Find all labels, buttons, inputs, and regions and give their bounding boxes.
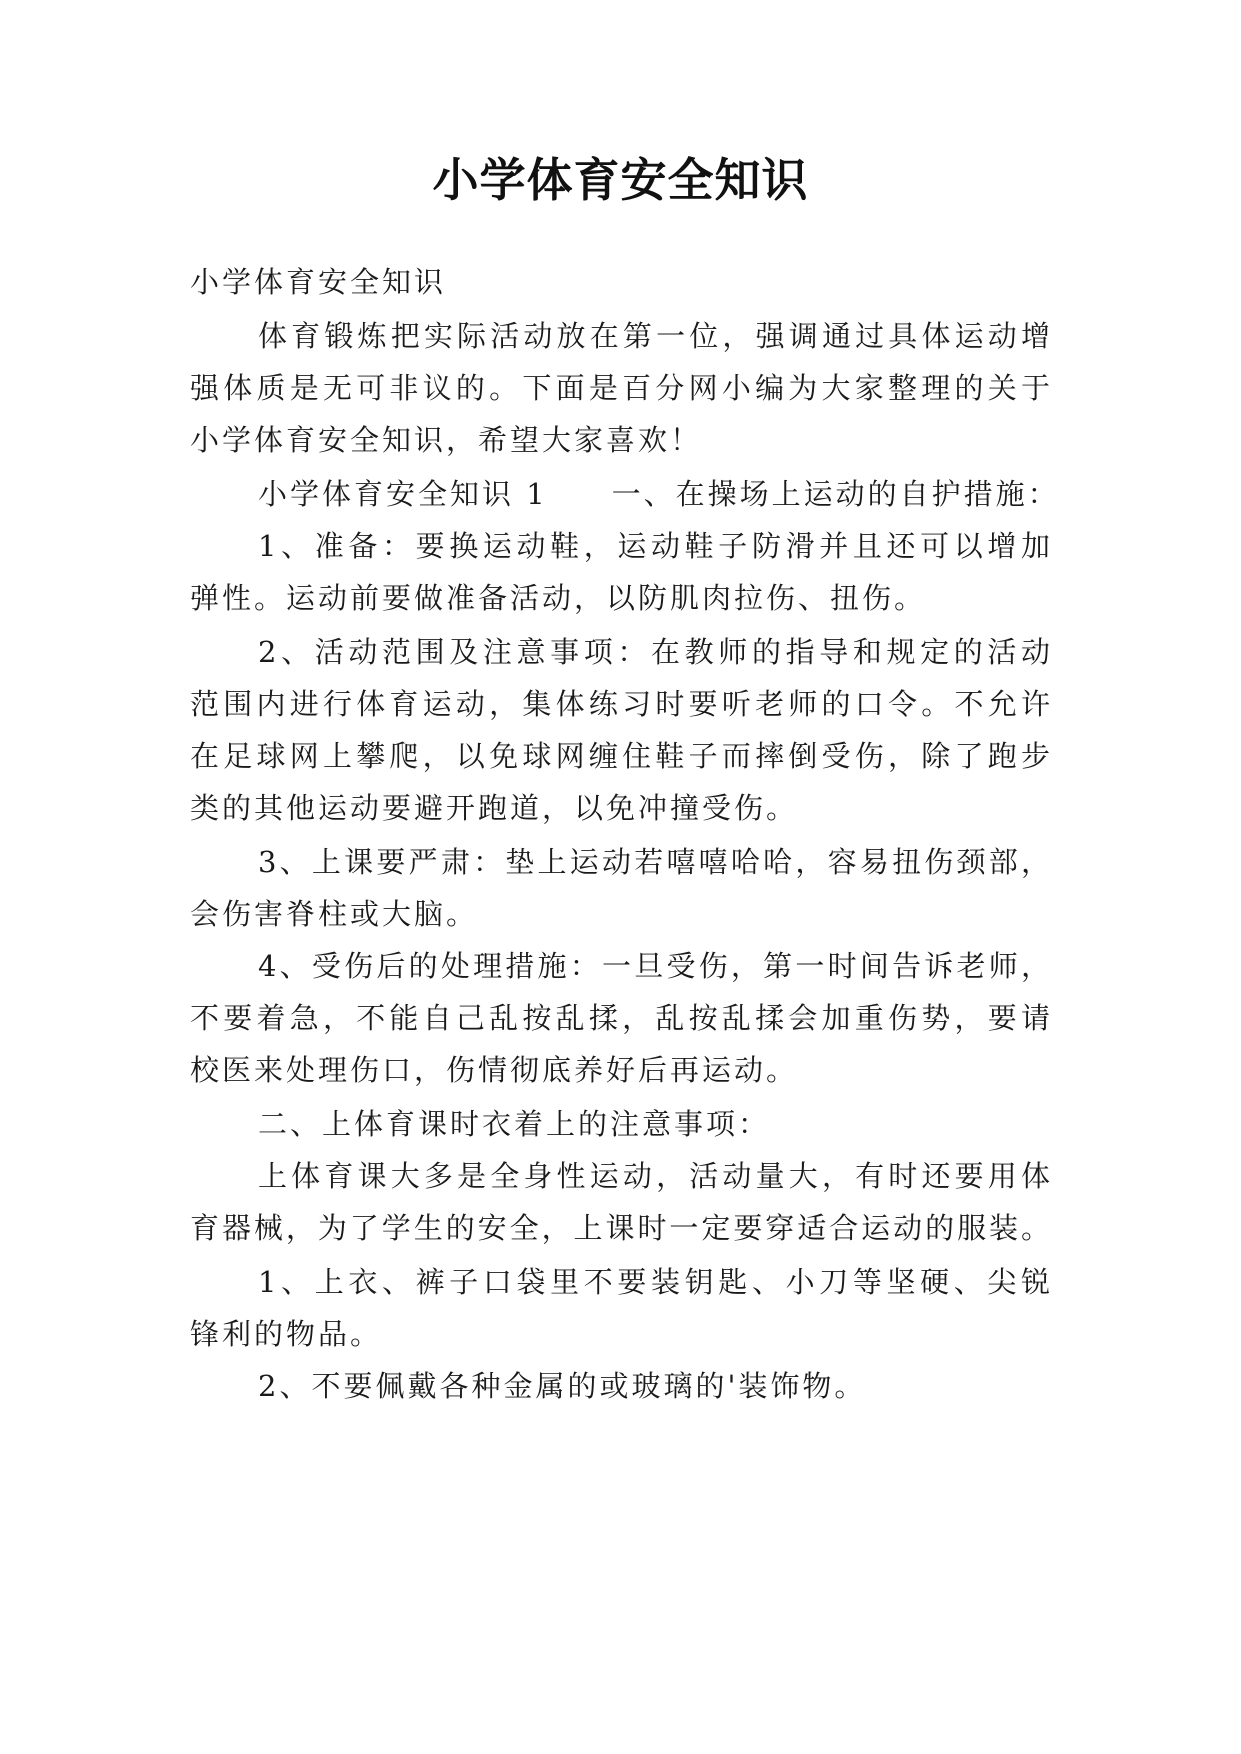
paragraph-line: 上体育课大多是全身性运动，活动量大，有时还要用体	[258, 1159, 1050, 1193]
paragraph-line: 小学体育安全知识，希望大家喜欢！	[190, 423, 703, 457]
paragraph-line: 4、受伤后的处理措施：一旦受伤，第一时间告诉老师，	[258, 949, 1050, 983]
paragraph-line: 2、不要佩戴各种金属的或玻璃的'装饰物。	[258, 1369, 867, 1403]
paragraph-line: 不要着急，不能自己乱按乱揉，乱按乱揉会加重伤势，要请	[190, 1001, 1050, 1035]
section-heading: 二、上体育课时衣着上的注意事项：	[258, 1107, 771, 1141]
paragraph-line: 在足球网上攀爬，以免球网缠住鞋子而摔倒受伤，除了跑步	[190, 739, 1050, 773]
paragraph-line: 弹性。运动前要做准备活动，以防肌肉拉伤、扭伤。	[190, 581, 927, 615]
paragraph-line: 强体质是无可非议的。下面是百分网小编为大家整理的关于	[190, 371, 1050, 405]
paragraph-line: 小学体育安全知识 1 一、在操场上运动的自护措施：	[258, 477, 1060, 511]
paragraph-line: 范围内进行体育运动，集体练习时要听老师的口令。不允许	[190, 687, 1050, 721]
document-title: 小学体育安全知识	[432, 153, 809, 207]
paragraph-line: 1、准备：要换运动鞋，运动鞋子防滑并且还可以增加	[258, 529, 1050, 563]
paragraph-line: 体育锻炼把实际活动放在第一位，强调通过具体运动增	[258, 319, 1050, 353]
paragraph-line: 会伤害脊柱或大脑。	[190, 897, 479, 931]
paragraph-line: 1、上衣、裤子口袋里不要装钥匙、小刀等坚硬、尖锐	[258, 1265, 1050, 1299]
paragraph-line: 校医来处理伤口，伤情彻底养好后再运动。	[190, 1053, 799, 1087]
document-subtitle: 小学体育安全知识	[190, 265, 447, 299]
paragraph-line: 3、上课要严肃：垫上运动若嘻嘻哈哈，容易扭伤颈部，	[258, 845, 1050, 879]
paragraph-line: 类的其他运动要避开跑道，以免冲撞受伤。	[190, 791, 799, 825]
paragraph-line: 育器械，为了学生的安全，上课时一定要穿适合运动的服装。	[190, 1211, 1050, 1245]
paragraph-line: 锋利的物品。	[190, 1317, 383, 1351]
paragraph-line: 2、活动范围及注意事项：在教师的指导和规定的活动	[258, 635, 1050, 669]
